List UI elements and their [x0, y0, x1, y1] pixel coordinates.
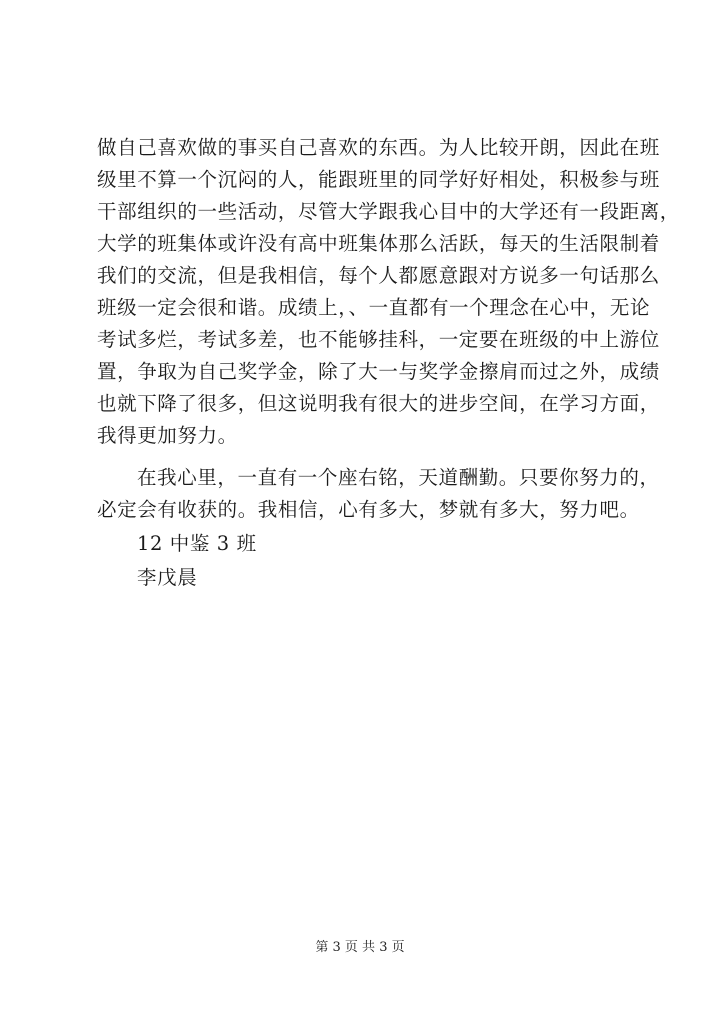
text-line: 考试多烂，考试多差，也不能够挂科，一定要在班级的中上游位 [97, 328, 660, 351]
text-line: 也就下降了很多，但这说明我有很大的进步空间，在学习方面， [97, 392, 660, 415]
text-line: 必定会有收获的。我相信，心有多大，梦就有多大，努力吧。 [97, 498, 640, 521]
text-line: 在我心里，一直有一个座右铭，天道酬勤。只要你努力的， [137, 466, 660, 489]
text-line: 我得更加努力。 [97, 424, 238, 447]
text-line: 置，争取为自己奖学金，除了大一与奖学金擦肩而过之外，成绩 [97, 360, 660, 383]
text-line: 班级一定会很和谐。成绩上，、一直都有一个理念在心中，无论 [97, 296, 651, 319]
text-line: 级里不算一个沉闷的人，能跟班里的同学好好相处，积极参与班 [97, 168, 660, 191]
text-line: 大学的班集体或许没有高中班集体那么活跃，每天的生活限制着 [97, 232, 660, 255]
class-name: 12 中鉴 3 班 [137, 532, 257, 555]
text-line: 干部组织的一些活动，尽管大学跟我心目中的大学还有一段距离， [97, 200, 680, 223]
author-name: 李戊晨 [137, 566, 198, 589]
text-line: 做自己喜欢做的事买自己喜欢的东西。为人比较开朗，因此在班 [97, 136, 660, 159]
page-footer: 第 3 页 共 3 页 [315, 940, 405, 955]
text-line: 我们的交流，但是我相信，每个人都愿意跟对方说多一句话那么 [97, 264, 660, 287]
